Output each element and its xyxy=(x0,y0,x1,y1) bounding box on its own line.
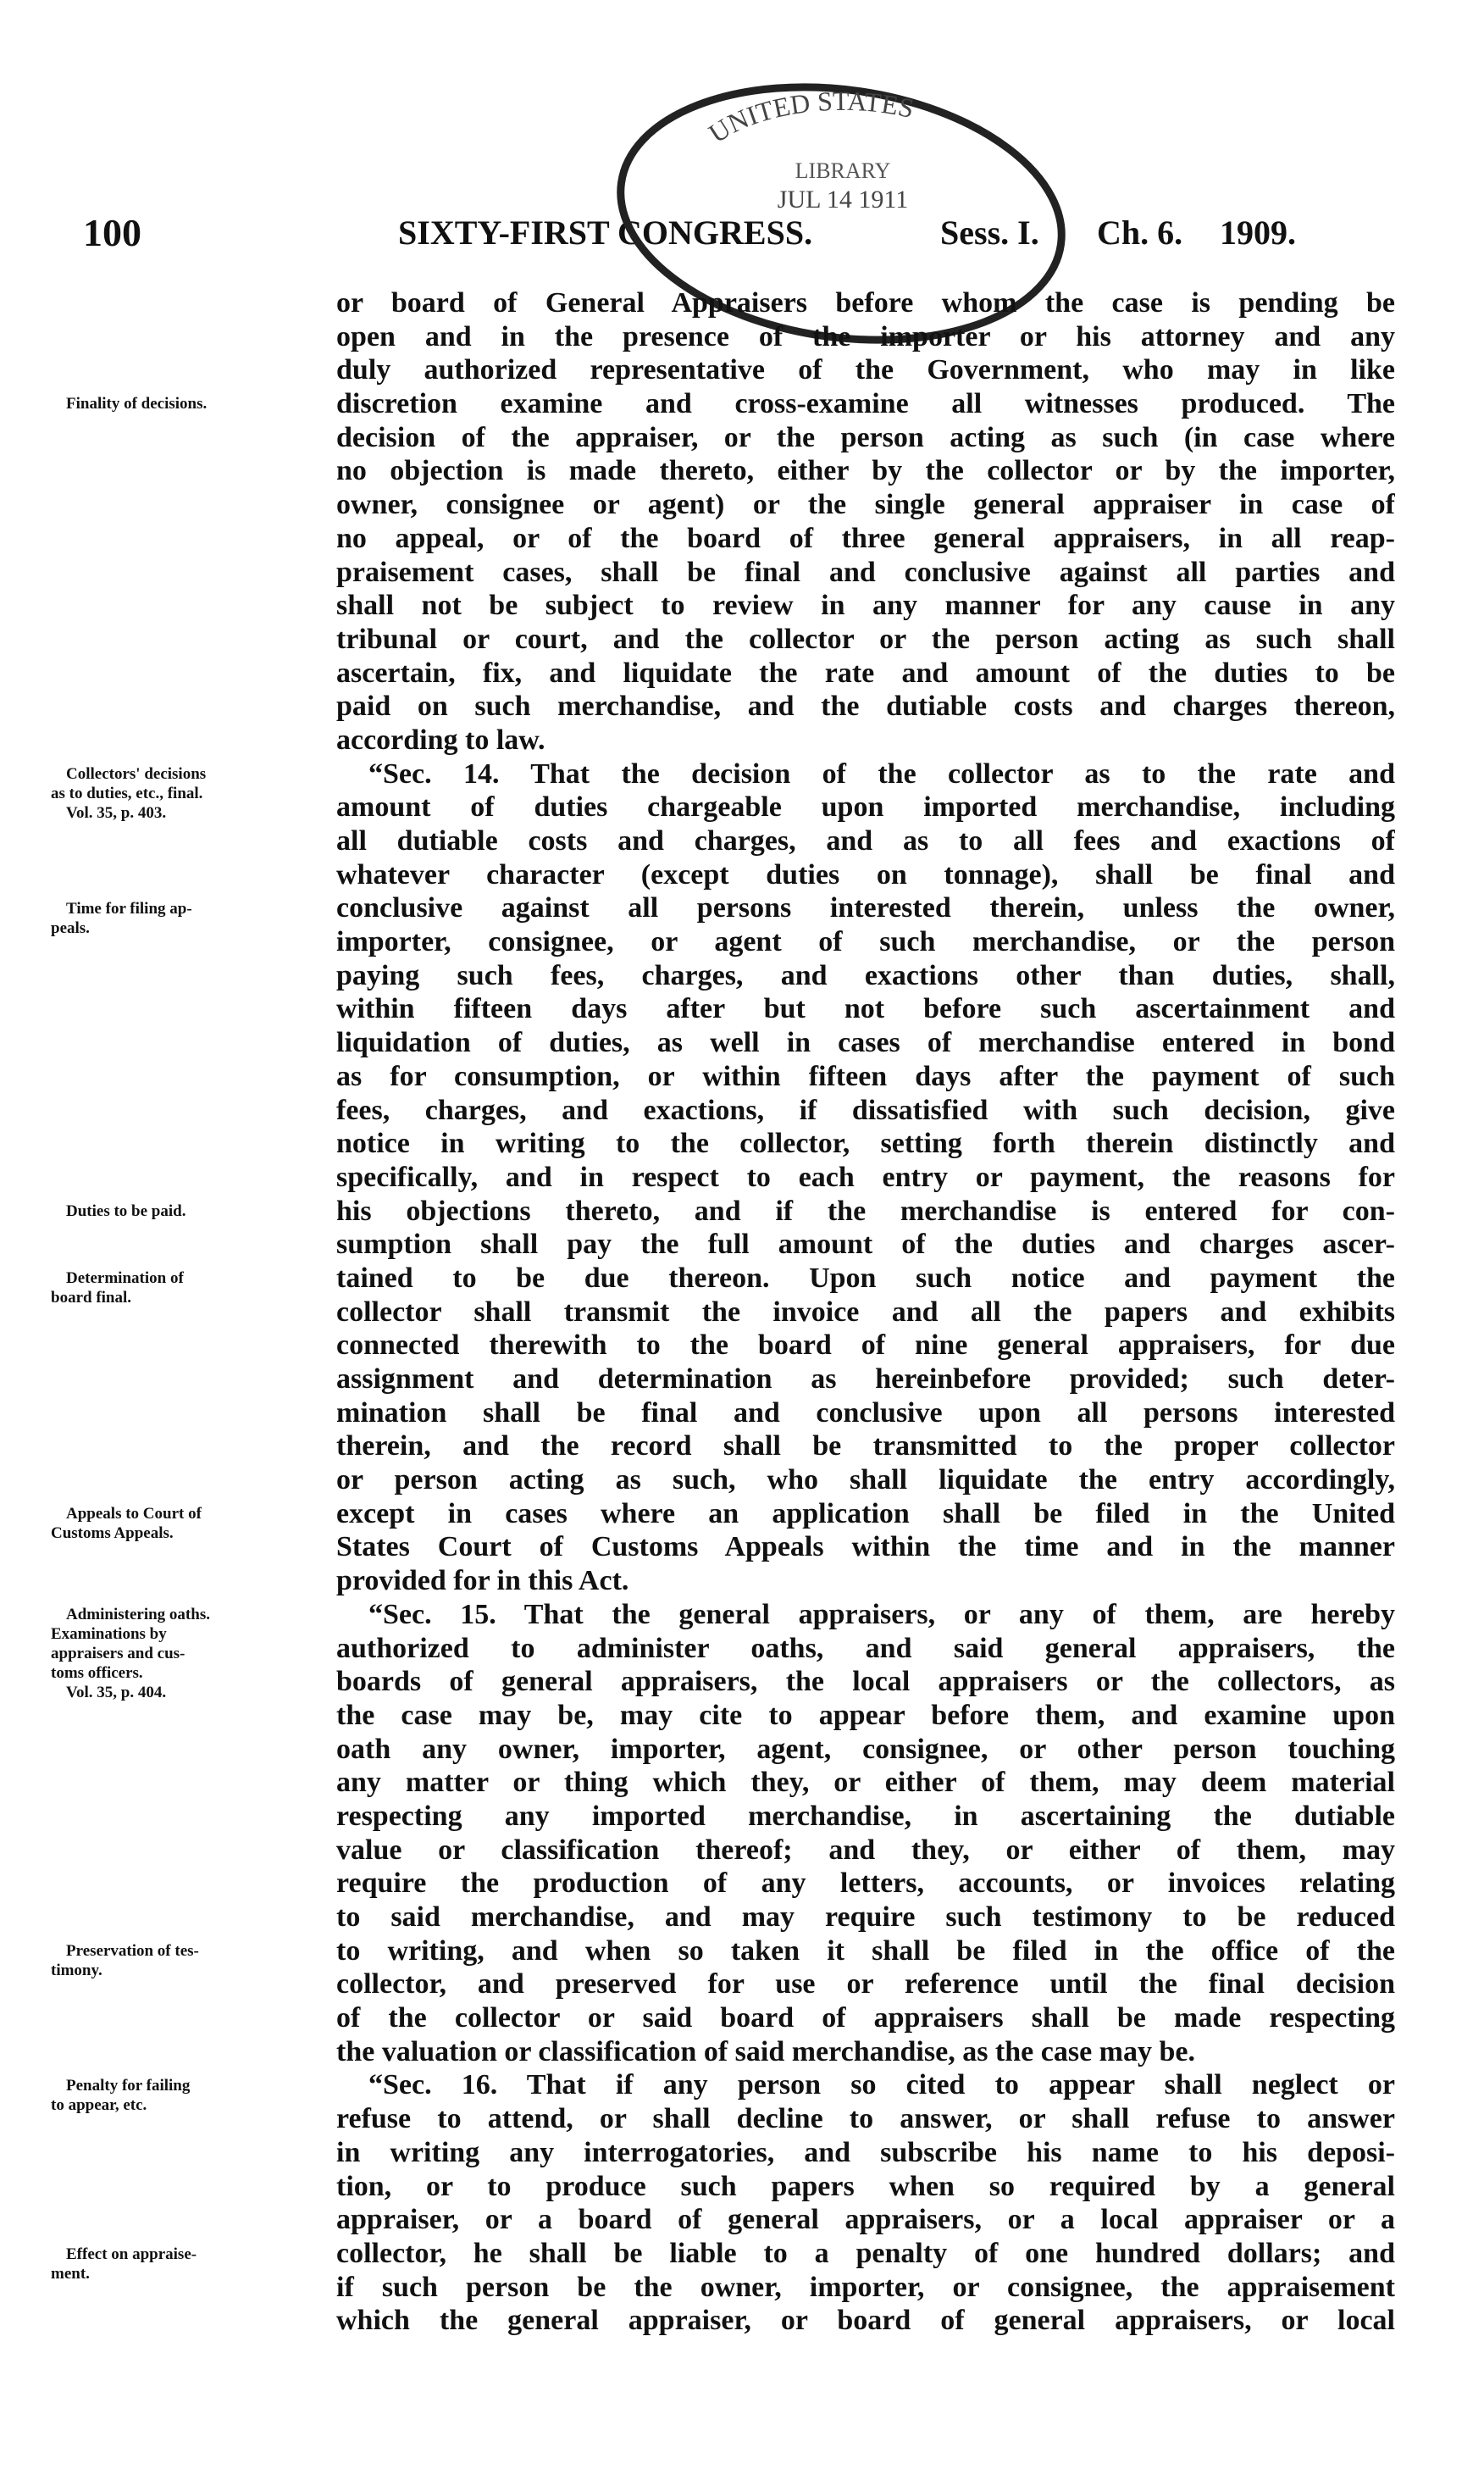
margin-note-line: Preservation of tes- xyxy=(66,1942,199,1961)
margin-note-line: Examinations by xyxy=(51,1625,167,1644)
text-line: or board of General Appraisers before whom the case is pending be xyxy=(336,287,1395,319)
margin-note xyxy=(51,1941,324,1980)
text-line: discretion examine and cross-examine all witnesses produced. The xyxy=(336,388,1395,420)
text-line: the case may be, may cite to appear before them, and examine upon xyxy=(336,1699,1395,1731)
text-line: ascertain, fix, and liquidate the rate and amount of the duties to be xyxy=(336,657,1395,689)
margin-note-line: Effect on appraise- xyxy=(66,2245,197,2263)
text-line: any matter or thing which they, or either of them, may deem material xyxy=(336,1767,1395,1799)
margin-note-line: Time for filing ap- xyxy=(66,899,192,918)
stamp-top-text: UNITED STATES xyxy=(703,85,917,149)
text-line: “Sec. 14. That the decision of the collector as to the rate and xyxy=(368,757,1395,790)
text-line: amount of duties chargeable upon imported merchandise, including xyxy=(336,791,1395,824)
body-text xyxy=(336,286,1395,2338)
margin-note-line: Appeals to Court of xyxy=(66,1505,202,1523)
margin-note-line: Finality of decisions. xyxy=(66,395,208,413)
text-line: within fifteen days after but not before such ascertainment and xyxy=(336,993,1395,1025)
text-line: conclusive against all persons interested therein, unless the owner, xyxy=(336,892,1395,924)
text-line: boards of general appraisers, the local appraisers or the collectors, as xyxy=(336,1666,1395,1698)
text-line: except in cases where an application shall be filed in the United xyxy=(336,1497,1395,1529)
text-line: fees, charges, and exactions, if dissatisfied with such decision, give xyxy=(336,1094,1395,1126)
text-line: “Sec. 15. That the general appraisers, or any of them, are hereby xyxy=(368,1598,1395,1630)
margin-note-line: Vol. 35, p. 403. xyxy=(66,803,167,822)
text-line: if such person be the owner, importer, or consignee, the appraisement xyxy=(336,2271,1395,2303)
text-line: paying such fees, charges, and exactions other than duties, shall, xyxy=(336,959,1395,991)
text-line: tribunal or court, and the collector or the person acting as such shall xyxy=(336,623,1395,655)
margin-note xyxy=(51,764,324,823)
margin-note-line: Administering oaths. xyxy=(66,1606,210,1624)
text-line: to said merchandise, and may require such testimony to be reduced xyxy=(336,1901,1395,1933)
text-line: to writing, and when so taken it shall be filed in the office of the xyxy=(336,1934,1395,1967)
margin-note-line: appraisers and cus- xyxy=(51,1645,186,1663)
text-line: no objection is made thereto, either by the collector or by the importer, xyxy=(336,455,1395,487)
text-line: specifically, and in respect to each entry or payment, the reasons for xyxy=(336,1161,1395,1193)
text-line: refuse to attend, or shall decline to answer, or shall refuse to answer xyxy=(336,2103,1395,2135)
text-line: importer, consignee, or agent of such merchandise, or the person xyxy=(336,926,1395,958)
margin-note xyxy=(51,1268,324,1307)
text-line: shall not be subject to review in any manner for any cause in any xyxy=(336,590,1395,622)
text-line: appraiser, or a board of general appraisers, or a local appraiser or a xyxy=(336,2204,1395,2236)
text-line: States Court of Customs Appeals within the time and in the manner xyxy=(336,1531,1395,1563)
text-line: which the general appraiser, or board of general appraisers, or local xyxy=(336,2305,1395,2337)
text-line: praisement cases, shall be final and conclusive against all parties and xyxy=(336,556,1395,588)
text-line: respecting any imported merchandise, in ascertaining the dutiable xyxy=(336,1800,1395,1832)
text-line: “Sec. 16. That if any person so cited to appear shall neglect or xyxy=(368,2069,1395,2101)
text-line: his objections thereto, and if the merchandise is entered for con- xyxy=(336,1195,1395,1227)
text-line: collector shall transmit the invoice and all the papers and exhibits xyxy=(336,1296,1395,1328)
text-line: authorized to administer oaths, and said general appraisers, the xyxy=(336,1632,1395,1664)
margin-note xyxy=(51,1504,324,1543)
text-line: liquidation of duties, as well in cases of merchandise entered in bond xyxy=(336,1027,1395,1059)
running-title: SIXTY-FIRST CONGRESS. xyxy=(398,214,813,252)
text-line: tained to be due thereon. Upon such notice and payment the xyxy=(336,1262,1395,1294)
text-line: all dutiable costs and charges, and as to all fees and exactions of xyxy=(336,825,1395,857)
text-line: open and in the presence of the importer or his attorney and any xyxy=(336,320,1395,352)
margin-note-line: Determination of xyxy=(66,1269,184,1288)
margin-note-line: Collectors' decisions xyxy=(66,764,207,783)
page-number: 100 xyxy=(83,211,141,254)
margin-note-line: as to duties, etc., final. xyxy=(51,784,203,802)
text-line: therein, and the record shall be transmitted to the proper collector xyxy=(336,1430,1395,1462)
margin-note-line: toms officers. xyxy=(51,1664,143,1683)
text-line: paid on such merchandise, and the dutiable costs and charges thereon, xyxy=(336,691,1395,723)
text-line: according to law. xyxy=(336,724,545,756)
chapter: Ch. 6. xyxy=(1097,214,1183,252)
text-line: sumption shall pay the full amount of the duties and charges ascer- xyxy=(336,1229,1395,1261)
stamp-bottom-text: LIBRARY xyxy=(795,158,891,183)
year: 1909. xyxy=(1220,214,1296,252)
margin-note-line: ment. xyxy=(51,2264,90,2283)
text-line: collector, he shall be liable to a penalty of one hundred dollars; and xyxy=(336,2237,1395,2269)
margin-note-line: Duties to be paid. xyxy=(66,1201,186,1220)
text-line: owner, consignee or agent) or the single general appraiser in case of xyxy=(336,489,1395,521)
margin-note xyxy=(51,1605,324,1702)
text-line: provided for in this Act. xyxy=(336,1565,629,1597)
text-line: connected therewith to the board of nine general appraisers, for due xyxy=(336,1329,1395,1362)
text-line: as for consumption, or within fifteen days after the payment of such xyxy=(336,1060,1395,1092)
margin-note xyxy=(51,899,324,938)
margin-note-line: to appear, etc. xyxy=(51,2096,147,2115)
margin-note-line: board final. xyxy=(51,1289,132,1307)
text-line: require the production of any letters, accounts, or invoices relating xyxy=(336,1867,1395,1900)
margin-note-line: Customs Appeals. xyxy=(51,1524,174,1543)
margin-note-line: peals. xyxy=(51,918,90,937)
stamp-date: JUL 14 1911 xyxy=(777,186,909,214)
text-line: decision of the appraiser, or the person acting as such (in case where xyxy=(336,421,1395,453)
text-line: no appeal, or of the board of three general appraisers, in all reap- xyxy=(336,522,1395,554)
text-line: tion, or to produce such papers when so required by a general xyxy=(336,2170,1395,2202)
text-line: collector, and preserved for use or reference until the final decision xyxy=(336,1968,1395,2001)
margin-note xyxy=(51,2076,324,2115)
margin-note-line: Vol. 35, p. 404. xyxy=(66,1684,167,1702)
text-line: value or classification thereof; and they, or either of them, may xyxy=(336,1834,1395,1866)
text-line: mination shall be final and conclusive upon all persons interested xyxy=(336,1396,1395,1429)
text-line: of the collector or said board of appraisers shall be made respecting xyxy=(336,2002,1395,2034)
margin-note xyxy=(51,2245,324,2284)
margin-note xyxy=(51,1201,324,1221)
text-line: in writing any interrogatories, and subscribe his name to his deposi- xyxy=(336,2136,1395,2168)
text-line: the valuation or classification of said merchandise, as the case may be. xyxy=(336,2035,1195,2067)
text-line: whatever character (except duties on tonnage), shall be final and xyxy=(336,858,1395,891)
text-line: assignment and determination as hereinbefore provided; such deter- xyxy=(336,1363,1395,1395)
text-line: duly authorized representative of the Government, who may in like xyxy=(336,354,1395,386)
text-line: oath any owner, importer, agent, consignee, or other person touching xyxy=(336,1733,1395,1765)
margin-note-line: Penalty for failing xyxy=(66,2077,191,2095)
session: Sess. I. xyxy=(940,214,1039,252)
text-line: notice in writing to the collector, setting forth therein distinctly and xyxy=(336,1128,1395,1160)
margin-note xyxy=(51,394,324,413)
margin-note-line: timony. xyxy=(51,1962,102,1980)
text-line: or person acting as such, who shall liquidate the entry accordingly, xyxy=(336,1464,1395,1496)
